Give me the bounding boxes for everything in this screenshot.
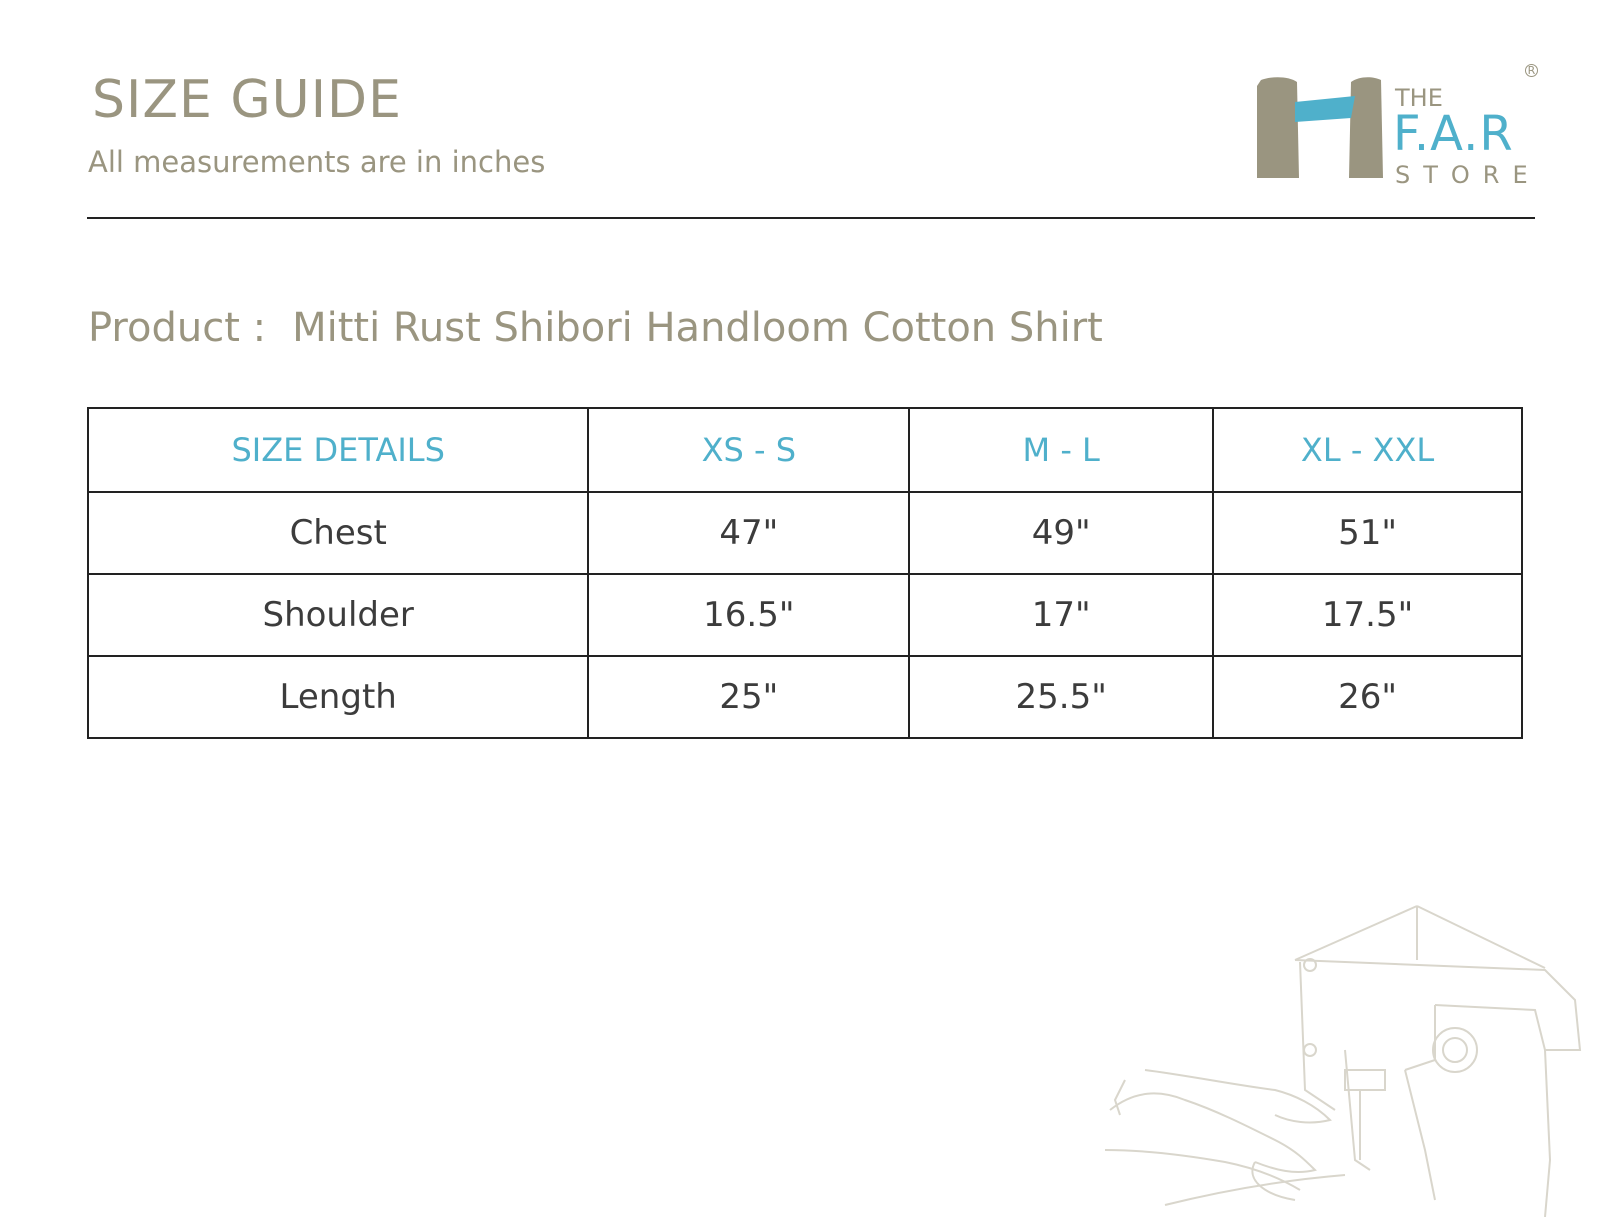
table-cell: 16.5" <box>588 574 909 656</box>
sewing-machine-illustration-icon <box>1105 900 1600 1217</box>
size-table <box>87 407 1523 739</box>
row-label-chest: Chest <box>88 492 588 574</box>
header-xs-s: XS - S <box>588 408 909 492</box>
table-row <box>88 574 1522 656</box>
header-size-details: SIZE DETAILS <box>88 408 588 492</box>
table-cell: 47" <box>588 492 909 574</box>
registered-mark: R <box>1525 64 1538 77</box>
measurement-note: All measurements are in inches <box>88 145 546 179</box>
table-row <box>88 656 1522 738</box>
logo-text-far: F.A.R <box>1393 106 1514 162</box>
far-store-logo-icon <box>1255 74 1405 178</box>
table-cell: 17.5" <box>1213 574 1522 656</box>
table-cell: 26" <box>1213 656 1522 738</box>
table-row <box>88 492 1522 574</box>
row-label-shoulder: Shoulder <box>88 574 588 656</box>
table-cell: 25" <box>588 656 909 738</box>
table-cell: 17" <box>909 574 1213 656</box>
brand-logo <box>1255 62 1545 192</box>
logo-text-store: STORE <box>1395 161 1541 189</box>
logo-text-the: THE <box>1395 84 1443 112</box>
table-cell: 49" <box>909 492 1213 574</box>
table-cell: 51" <box>1213 492 1522 574</box>
product-name: Mitti Rust Shibori Handloom Cotton Shirt <box>292 305 1103 351</box>
page-title: SIZE GUIDE <box>92 70 402 130</box>
product-line <box>88 305 1103 351</box>
product-label: Product : <box>88 305 267 351</box>
header-xl-xxl: XL - XXL <box>1213 408 1522 492</box>
row-label-length: Length <box>88 656 588 738</box>
header-m-l: M - L <box>909 408 1213 492</box>
table-header-row <box>88 408 1522 492</box>
header-divider <box>87 217 1535 219</box>
table-cell: 25.5" <box>909 656 1213 738</box>
